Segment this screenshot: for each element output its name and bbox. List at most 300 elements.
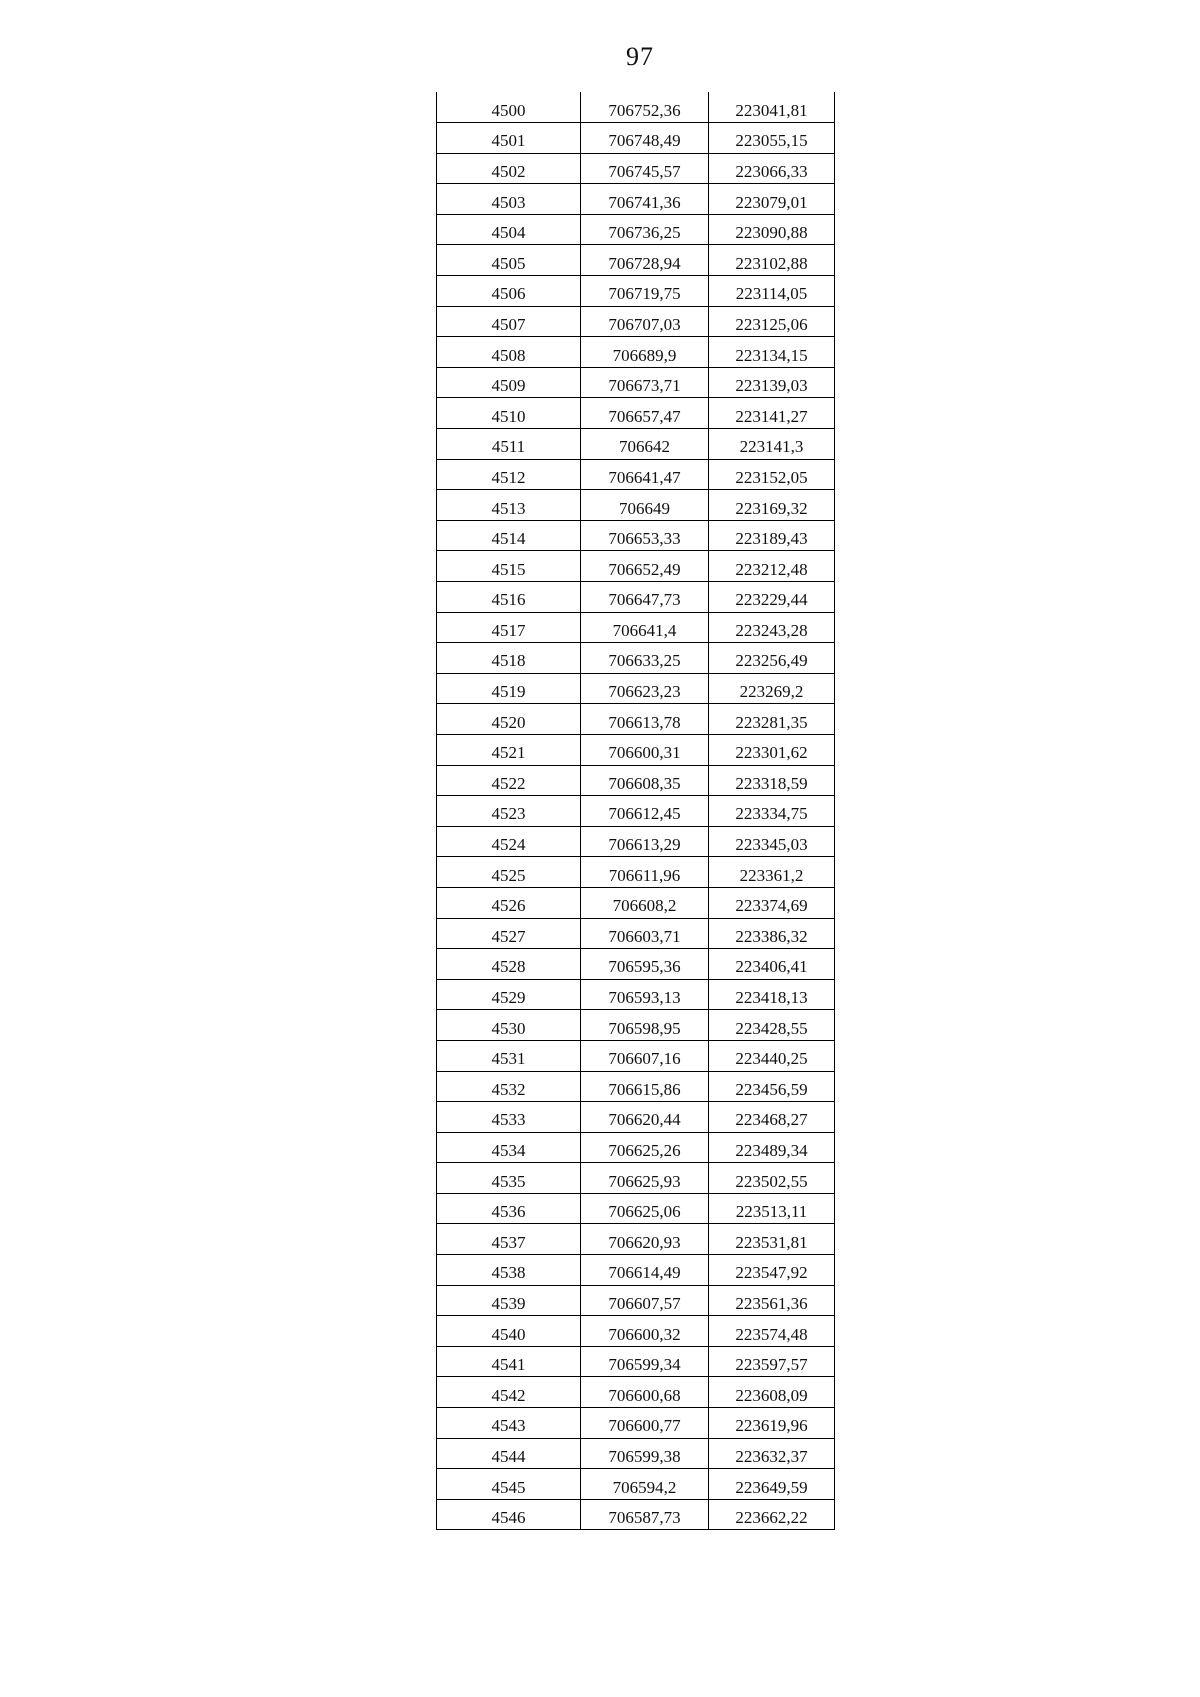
table-row (437, 367, 835, 398)
y-coordinate-cell (709, 184, 835, 215)
y-coordinate-cell (709, 1255, 835, 1286)
table-row (437, 734, 835, 765)
y-coordinate-cell-text: 223428,55 (735, 1018, 808, 1038)
y-coordinate-cell (709, 704, 835, 735)
point-number-cell (437, 1316, 581, 1347)
x-coordinate-cell-text: 706641,4 (612, 620, 677, 640)
table-row (437, 796, 835, 827)
x-coordinate-cell (581, 1469, 709, 1500)
point-number-cell-text: 4510 (491, 406, 526, 426)
point-number-cell-text: 4501 (491, 131, 526, 151)
y-coordinate-cell (709, 612, 835, 643)
x-coordinate-cell-text: 706587,73 (608, 1508, 681, 1528)
point-number-cell-text: 4544 (491, 1446, 526, 1466)
point-number-cell (437, 367, 581, 398)
y-coordinate-cell-text: 223066,33 (735, 161, 808, 181)
y-coordinate-cell (709, 949, 835, 980)
point-number-cell-text: 4525 (491, 865, 526, 885)
x-coordinate-cell-text: 706607,16 (608, 1049, 681, 1069)
y-coordinate-cell (709, 1193, 835, 1224)
table-row (437, 612, 835, 643)
point-number-cell-text: 4513 (491, 498, 526, 518)
x-coordinate-cell (581, 582, 709, 613)
table-row (437, 245, 835, 276)
point-number-cell (437, 1408, 581, 1439)
y-coordinate-cell (709, 857, 835, 888)
point-number-cell-text: 4518 (491, 651, 526, 671)
point-number-cell (437, 337, 581, 368)
table-row (437, 92, 835, 123)
y-coordinate-cell-text: 223418,13 (735, 988, 808, 1008)
y-coordinate-cell (709, 979, 835, 1010)
y-coordinate-cell-text: 223141,3 (739, 437, 804, 457)
x-coordinate-cell-text: 706608,35 (608, 773, 681, 793)
y-coordinate-cell-text: 223090,88 (735, 223, 808, 243)
x-coordinate-cell (581, 704, 709, 735)
point-number-cell (437, 796, 581, 827)
y-coordinate-cell (709, 429, 835, 460)
y-coordinate-cell-text: 223114,05 (735, 284, 808, 304)
x-coordinate-cell-text: 706625,93 (608, 1171, 681, 1191)
x-coordinate-cell (581, 520, 709, 551)
x-coordinate-cell-text: 706689,9 (612, 345, 677, 365)
table-row (437, 398, 835, 429)
x-coordinate-cell (581, 92, 709, 123)
y-coordinate-cell-text: 223386,32 (735, 926, 808, 946)
y-coordinate-cell (709, 153, 835, 184)
x-coordinate-cell (581, 398, 709, 429)
point-number-cell (437, 123, 581, 154)
x-coordinate-cell-text: 706600,68 (608, 1385, 681, 1405)
y-coordinate-cell-text: 223256,49 (735, 651, 808, 671)
point-number-cell (437, 153, 581, 184)
y-coordinate-cell (709, 918, 835, 949)
x-coordinate-cell (581, 245, 709, 276)
x-coordinate-cell-text: 706615,86 (608, 1079, 681, 1099)
y-coordinate-cell (709, 887, 835, 918)
y-coordinate-cell (709, 337, 835, 368)
point-number-cell-text: 4502 (491, 161, 526, 181)
table-row (437, 1316, 835, 1347)
table-row (437, 1499, 835, 1530)
x-coordinate-cell (581, 796, 709, 827)
x-coordinate-cell (581, 367, 709, 398)
point-number-cell-text: 4522 (491, 773, 526, 793)
y-coordinate-cell-text: 223374,69 (735, 896, 808, 916)
x-coordinate-cell-text: 706625,26 (608, 1140, 681, 1160)
table-row (437, 582, 835, 613)
table-row (437, 949, 835, 980)
y-coordinate-cell-text: 223632,37 (735, 1446, 808, 1466)
table-row (437, 1193, 835, 1224)
y-coordinate-cell-text: 223318,59 (735, 773, 808, 793)
point-number-cell (437, 949, 581, 980)
table-row (437, 184, 835, 215)
y-coordinate-cell (709, 673, 835, 704)
point-number-cell (437, 1132, 581, 1163)
x-coordinate-cell-text: 706600,77 (608, 1416, 681, 1436)
table-row (437, 887, 835, 918)
y-coordinate-cell (709, 214, 835, 245)
x-coordinate-cell-text: 706613,78 (608, 712, 681, 732)
point-number-cell (437, 245, 581, 276)
x-coordinate-cell (581, 551, 709, 582)
x-coordinate-cell (581, 857, 709, 888)
x-coordinate-cell (581, 949, 709, 980)
y-coordinate-cell-text: 223243,28 (735, 620, 808, 640)
x-coordinate-cell (581, 1010, 709, 1041)
point-number-cell (437, 1285, 581, 1316)
x-coordinate-cell-text: 706614,49 (608, 1263, 681, 1283)
x-coordinate-cell-text: 706653,33 (608, 529, 681, 549)
x-coordinate-cell (581, 123, 709, 154)
y-coordinate-cell (709, 1224, 835, 1255)
page-number: 97 (626, 42, 654, 71)
x-coordinate-cell-text: 706599,34 (608, 1355, 681, 1375)
x-coordinate-cell (581, 1285, 709, 1316)
x-coordinate-cell (581, 1499, 709, 1530)
point-number-cell (437, 1377, 581, 1408)
y-coordinate-cell (709, 1163, 835, 1194)
point-number-cell (437, 520, 581, 551)
x-coordinate-cell (581, 643, 709, 674)
y-coordinate-cell-text: 223041,81 (735, 100, 808, 120)
point-number-cell-text: 4519 (491, 682, 526, 702)
x-coordinate-cell-text: 706649 (619, 498, 670, 518)
y-coordinate-cell-text: 223662,22 (735, 1508, 808, 1528)
y-coordinate-cell-text: 223456,59 (735, 1079, 808, 1099)
point-number-cell (437, 276, 581, 307)
x-coordinate-cell-text: 706748,49 (608, 131, 681, 151)
point-number-cell-text: 4527 (491, 926, 526, 946)
x-coordinate-cell-text: 706600,31 (608, 743, 681, 763)
x-coordinate-cell-text: 706599,38 (608, 1446, 681, 1466)
table-row (437, 1377, 835, 1408)
y-coordinate-cell (709, 765, 835, 796)
x-coordinate-cell-text: 706633,25 (608, 651, 681, 671)
point-number-cell-text: 4529 (491, 988, 526, 1008)
point-number-cell-text: 4500 (491, 100, 526, 120)
table-row (437, 857, 835, 888)
point-number-cell-text: 4541 (491, 1355, 526, 1375)
table-row (437, 459, 835, 490)
point-number-cell-text: 4511 (491, 437, 526, 457)
table-row (437, 1346, 835, 1377)
x-coordinate-cell (581, 214, 709, 245)
y-coordinate-cell (709, 1499, 835, 1530)
table-row (437, 551, 835, 582)
x-coordinate-cell-text: 706736,25 (608, 223, 681, 243)
x-coordinate-cell-text: 706745,57 (608, 161, 681, 181)
x-coordinate-cell-text: 706607,57 (608, 1293, 681, 1313)
point-number-cell (437, 429, 581, 460)
x-coordinate-cell (581, 918, 709, 949)
point-number-cell-text: 4543 (491, 1416, 526, 1436)
x-coordinate-cell (581, 1316, 709, 1347)
y-coordinate-cell-text: 223345,03 (735, 835, 808, 855)
table-row (437, 429, 835, 460)
y-coordinate-cell-text: 223513,11 (735, 1202, 808, 1222)
table-row (437, 643, 835, 674)
y-coordinate-cell-text: 223502,55 (735, 1171, 808, 1191)
point-number-cell-text: 4507 (491, 314, 526, 334)
point-number-cell-text: 4520 (491, 712, 526, 732)
y-coordinate-cell (709, 1285, 835, 1316)
point-number-cell (437, 826, 581, 857)
y-coordinate-cell-text: 223334,75 (735, 804, 808, 824)
coordinates-table (436, 92, 835, 1530)
y-coordinate-cell-text: 223649,59 (735, 1477, 808, 1497)
x-coordinate-cell (581, 1132, 709, 1163)
y-coordinate-cell-text: 223301,62 (735, 743, 808, 763)
y-coordinate-cell (709, 1469, 835, 1500)
y-coordinate-cell (709, 398, 835, 429)
y-coordinate-cell-text: 223169,32 (735, 498, 808, 518)
x-coordinate-cell-text: 706657,47 (608, 406, 681, 426)
point-number-cell (437, 214, 581, 245)
y-coordinate-cell (709, 459, 835, 490)
x-coordinate-cell-text: 706625,06 (608, 1202, 681, 1222)
point-number-cell (437, 582, 581, 613)
x-coordinate-cell-text: 706707,03 (608, 314, 681, 334)
x-coordinate-cell (581, 612, 709, 643)
table-row (437, 1469, 835, 1500)
y-coordinate-cell (709, 367, 835, 398)
x-coordinate-cell-text: 706611,96 (608, 865, 681, 885)
point-number-cell-text: 4539 (491, 1293, 526, 1313)
y-coordinate-cell-text: 223079,01 (735, 192, 808, 212)
x-coordinate-cell (581, 1071, 709, 1102)
y-coordinate-cell-text: 223139,03 (735, 376, 808, 396)
table-row (437, 1132, 835, 1163)
x-coordinate-cell-text: 706600,32 (608, 1324, 681, 1344)
y-coordinate-cell-text: 223055,15 (735, 131, 808, 151)
x-coordinate-cell-text: 706652,49 (608, 559, 681, 579)
table-row (437, 673, 835, 704)
point-number-cell (437, 765, 581, 796)
point-number-cell-text: 4503 (491, 192, 526, 212)
y-coordinate-cell-text: 223134,15 (735, 345, 808, 365)
point-number-cell (437, 673, 581, 704)
y-coordinate-cell (709, 520, 835, 551)
y-coordinate-cell-text: 223440,25 (735, 1049, 808, 1069)
x-coordinate-cell-text: 706642 (619, 437, 670, 457)
table-row (437, 1010, 835, 1041)
point-number-cell-text: 4530 (491, 1018, 526, 1038)
point-number-cell (437, 887, 581, 918)
y-coordinate-cell (709, 276, 835, 307)
x-coordinate-cell (581, 306, 709, 337)
y-coordinate-cell-text: 223468,27 (735, 1110, 808, 1130)
x-coordinate-cell (581, 765, 709, 796)
x-coordinate-cell (581, 1408, 709, 1439)
point-number-cell (437, 92, 581, 123)
x-coordinate-cell-text: 706593,13 (608, 988, 681, 1008)
x-coordinate-cell-text: 706620,44 (608, 1110, 681, 1130)
y-coordinate-cell-text: 223212,48 (735, 559, 808, 579)
y-coordinate-cell (709, 1010, 835, 1041)
point-number-cell (437, 490, 581, 521)
point-number-cell-text: 4509 (491, 376, 526, 396)
point-number-cell-text: 4533 (491, 1110, 526, 1130)
x-coordinate-cell-text: 706719,75 (608, 284, 681, 304)
point-number-cell (437, 1163, 581, 1194)
point-number-cell-text: 4540 (491, 1324, 526, 1344)
x-coordinate-cell (581, 337, 709, 368)
y-coordinate-cell (709, 92, 835, 123)
x-coordinate-cell (581, 1438, 709, 1469)
x-coordinate-cell-text: 706728,94 (608, 253, 681, 273)
table-row (437, 1102, 835, 1133)
x-coordinate-cell-text: 706608,2 (612, 896, 677, 916)
point-number-cell-text: 4526 (491, 896, 526, 916)
table-row (437, 490, 835, 521)
x-coordinate-cell (581, 826, 709, 857)
y-coordinate-cell-text: 223102,88 (735, 253, 808, 273)
y-coordinate-cell-text: 223281,35 (735, 712, 808, 732)
point-number-cell (437, 1071, 581, 1102)
y-coordinate-cell (709, 123, 835, 154)
table-row (437, 214, 835, 245)
x-coordinate-cell (581, 1224, 709, 1255)
point-number-cell (437, 1193, 581, 1224)
x-coordinate-cell-text: 706595,36 (608, 957, 681, 977)
point-number-cell-text: 4528 (491, 957, 526, 977)
point-number-cell (437, 1040, 581, 1071)
point-number-cell (437, 459, 581, 490)
x-coordinate-cell (581, 459, 709, 490)
point-number-cell-text: 4535 (491, 1171, 526, 1191)
table-row (437, 337, 835, 368)
table-row (437, 1255, 835, 1286)
table-row (437, 918, 835, 949)
y-coordinate-cell (709, 1132, 835, 1163)
y-coordinate-cell (709, 1346, 835, 1377)
point-number-cell (437, 704, 581, 735)
table-row (437, 520, 835, 551)
y-coordinate-cell-text: 223489,34 (735, 1140, 808, 1160)
y-coordinate-cell (709, 796, 835, 827)
y-coordinate-cell-text: 223269,2 (739, 682, 804, 702)
x-coordinate-cell-text: 706741,36 (608, 192, 681, 212)
y-coordinate-cell (709, 1438, 835, 1469)
y-coordinate-cell-text: 223229,44 (735, 590, 808, 610)
x-coordinate-cell (581, 1163, 709, 1194)
point-number-cell-text: 4532 (491, 1079, 526, 1099)
y-coordinate-cell-text: 223152,05 (735, 467, 808, 487)
y-coordinate-cell-text: 223608,09 (735, 1385, 808, 1405)
x-coordinate-cell-text: 706673,71 (608, 376, 681, 396)
point-number-cell-text: 4545 (491, 1477, 526, 1497)
point-number-cell-text: 4536 (491, 1202, 526, 1222)
y-coordinate-cell-text: 223141,27 (735, 406, 808, 426)
table-row (437, 276, 835, 307)
y-coordinate-cell-text: 223189,43 (735, 529, 808, 549)
x-coordinate-cell-text: 706613,29 (608, 835, 681, 855)
point-number-cell-text: 4523 (491, 804, 526, 824)
y-coordinate-cell-text: 223619,96 (735, 1416, 808, 1436)
y-coordinate-cell-text: 223547,92 (735, 1263, 808, 1283)
point-number-cell (437, 918, 581, 949)
point-number-cell-text: 4512 (491, 467, 526, 487)
y-coordinate-cell (709, 245, 835, 276)
x-coordinate-cell-text: 706647,73 (608, 590, 681, 610)
x-coordinate-cell (581, 734, 709, 765)
point-number-cell-text: 4538 (491, 1263, 526, 1283)
y-coordinate-cell (709, 1040, 835, 1071)
point-number-cell (437, 979, 581, 1010)
table-row (437, 1040, 835, 1071)
x-coordinate-cell (581, 490, 709, 521)
x-coordinate-cell (581, 1255, 709, 1286)
y-coordinate-cell (709, 306, 835, 337)
point-number-cell-text: 4514 (491, 529, 526, 549)
point-number-cell-text: 4506 (491, 284, 526, 304)
table-row (437, 1224, 835, 1255)
x-coordinate-cell (581, 1040, 709, 1071)
y-coordinate-cell (709, 734, 835, 765)
point-number-cell-text: 4546 (491, 1508, 526, 1528)
table-row (437, 765, 835, 796)
y-coordinate-cell (709, 1071, 835, 1102)
x-coordinate-cell (581, 1346, 709, 1377)
y-coordinate-cell (709, 1408, 835, 1439)
y-coordinate-cell-text: 223561,36 (735, 1293, 808, 1313)
point-number-cell (437, 551, 581, 582)
table-row (437, 1163, 835, 1194)
point-number-cell-text: 4505 (491, 253, 526, 273)
y-coordinate-cell-text: 223406,41 (735, 957, 808, 977)
point-number-cell (437, 398, 581, 429)
x-coordinate-cell-text: 706623,23 (608, 682, 681, 702)
table-row (437, 1438, 835, 1469)
point-number-cell (437, 1224, 581, 1255)
x-coordinate-cell (581, 276, 709, 307)
table-row (437, 1071, 835, 1102)
point-number-cell-text: 4504 (491, 223, 526, 243)
coordinates-table-body (437, 92, 835, 1530)
point-number-cell-text: 4517 (491, 620, 526, 640)
x-coordinate-cell (581, 887, 709, 918)
x-coordinate-cell (581, 1102, 709, 1133)
point-number-cell-text: 4534 (491, 1140, 526, 1160)
point-number-cell (437, 643, 581, 674)
point-number-cell (437, 1255, 581, 1286)
y-coordinate-cell (709, 1316, 835, 1347)
x-coordinate-cell-text: 706752,36 (608, 100, 681, 120)
point-number-cell (437, 1102, 581, 1133)
y-coordinate-cell-text: 223574,48 (735, 1324, 808, 1344)
y-coordinate-cell-text: 223361,2 (739, 865, 804, 885)
y-coordinate-cell (709, 490, 835, 521)
y-coordinate-cell-text: 223531,81 (735, 1232, 808, 1252)
x-coordinate-cell (581, 1377, 709, 1408)
point-number-cell (437, 734, 581, 765)
point-number-cell-text: 4508 (491, 345, 526, 365)
y-coordinate-cell-text: 223125,06 (735, 314, 808, 334)
x-coordinate-cell-text: 706598,95 (608, 1018, 681, 1038)
y-coordinate-cell (709, 643, 835, 674)
y-coordinate-cell-text: 223597,57 (735, 1355, 808, 1375)
x-coordinate-cell (581, 153, 709, 184)
point-number-cell (437, 1010, 581, 1041)
table-row (437, 1408, 835, 1439)
y-coordinate-cell (709, 1102, 835, 1133)
point-number-cell-text: 4537 (491, 1232, 526, 1252)
x-coordinate-cell (581, 673, 709, 704)
table-row (437, 1285, 835, 1316)
table-row (437, 306, 835, 337)
